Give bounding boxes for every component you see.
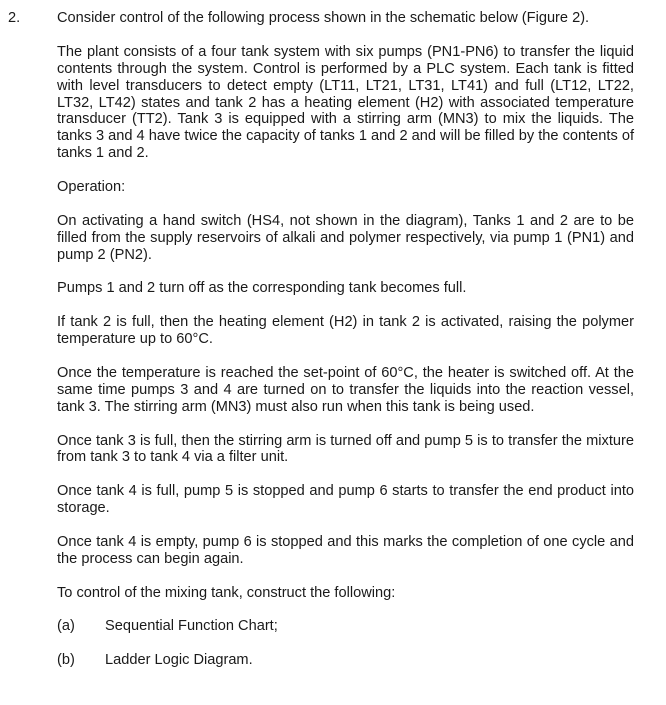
intro-paragraph: Consider control of the following process shown in the schematic below (Figure 2). [57,10,590,26]
operation-step: Once the temperature is reached the set-point of 60°C, the heater is switched off. At the same time pumps 3 and 4 are turned on to transfer the liquids into the reaction vessel, tank 3. The stirring arm (MN3) must also run when this tank is being used. [57,364,634,415]
operation-step: On activating a hand switch (HS4, not shown in the diagram), Tanks 1 and 2 are to be filled from the supply reservoirs of alkali and polymer respectively, via pump 1 (PN1) and pump 2 (PN2). [57,212,634,263]
question-body [57,10,634,686]
operation-step: Pumps 1 and 2 turn off as the corresponding tank becomes full. [57,280,467,297]
operation-step: Once tank 4 is full, pump 5 is stopped and pump 6 starts to transfer the end product into storage. [57,483,634,517]
operation-step: Once tank 4 is empty, pump 6 is stopped and this marks the completion of one cycle and the process can begin again. [57,533,634,567]
operation-step: If tank 2 is full, then the heating element (H2) in tank 2 is activated, raising the polymer temperature up to 60°C. [57,314,634,348]
task-intro: To control of the mixing tank, construct the following: [57,584,396,601]
question-number: 2. [8,10,21,26]
task-item-a [57,618,634,635]
task-text: Ladder Logic Diagram. [105,652,253,669]
task-label: (a) [57,618,75,635]
task-text: Sequential Function Chart; [105,618,278,635]
plant-description-paragraph: The plant consists of a four tank system with six pumps (PN1-PN6) to transfer the liquid contents through the system. Control is performed by a PLC system. Each tank is fitted with level transducers to detect empty (LT11, LT21, LT31, LT41) and full (LT12, LT22, LT32, LT42) states and tank 2 has a heating element (H2) with associated temperature transducer (TT2). Tank 3 is equipped with a stirring arm (MN3) to mix the liquids. The tanks 3 and 4 have twice the capacity of tanks 1 and 2 and will be filled by the contents of tanks 1 and 2. [57,43,634,162]
operation-heading: Operation: [57,179,126,196]
task-item-b [57,652,634,669]
operation-step: Once tank 3 is full, then the stirring arm is turned off and pump 5 is to transfer the mixture from tank 3 to tank 4 via a filter unit. [57,432,634,466]
task-label: (b) [57,652,75,669]
